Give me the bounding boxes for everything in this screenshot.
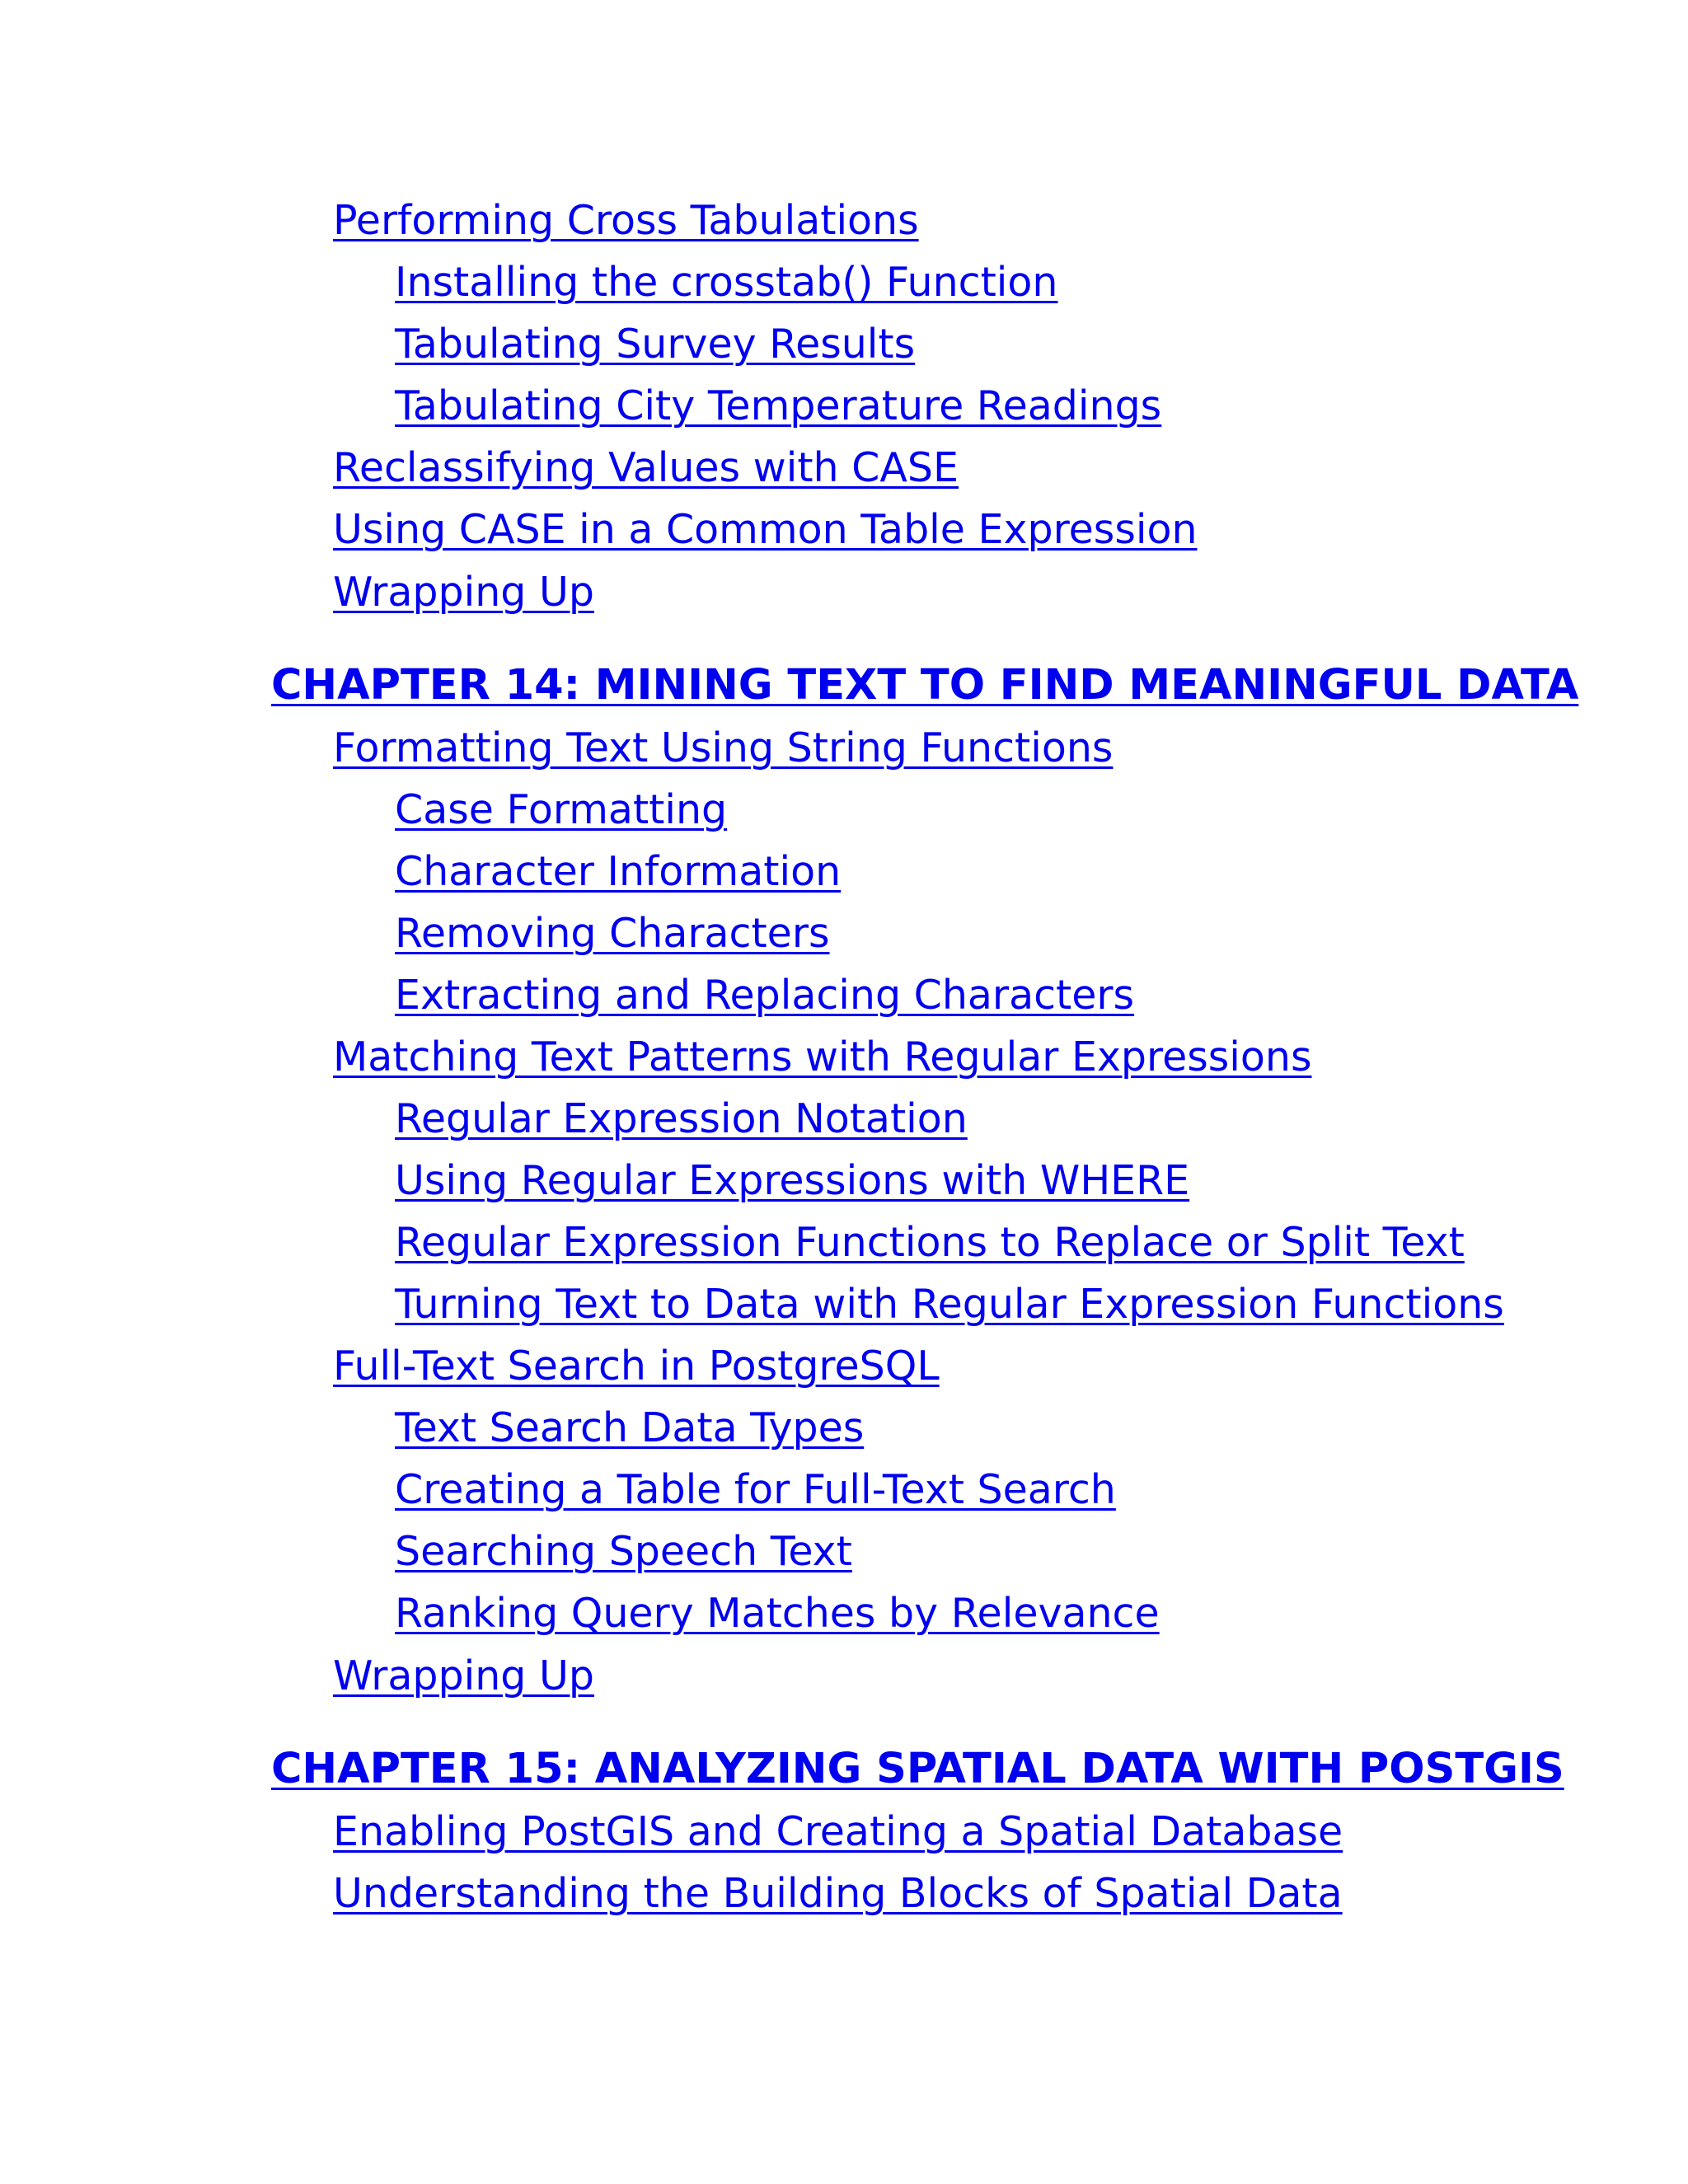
toc-link-removing-characters[interactable]: Removing Characters [395,910,830,957]
toc-link-wrapping-up[interactable]: Wrapping Up [333,569,594,616]
toc-link-wrapping-up-ch14[interactable]: Wrapping Up [333,1652,594,1699]
toc-link-tabulating-survey-results[interactable]: Tabulating Survey Results [395,321,916,368]
toc-link-searching-speech-text[interactable]: Searching Speech Text [395,1528,852,1575]
toc-link-enabling-postgis[interactable]: Enabling PostGIS and Creating a Spatial Database [333,1808,1343,1855]
toc-link-using-case-in-cte[interactable]: Using CASE in a Common Table Expression [333,506,1198,553]
toc-link-matching-text-patterns[interactable]: Matching Text Patterns with Regular Expressions [333,1033,1312,1080]
toc-link-case-formatting[interactable]: Case Formatting [395,786,728,833]
toc-link-formatting-text-using-string-functions[interactable]: Formatting Text Using String Functions [333,724,1114,771]
toc-link-regex-functions-replace-split[interactable]: Regular Expression Functions to Replace or Split Text [395,1219,1465,1266]
toc-link-text-search-data-types[interactable]: Text Search Data Types [395,1404,865,1451]
toc-link-character-information[interactable]: Character Information [395,848,842,895]
toc-link-full-text-search[interactable]: Full-Text Search in PostgreSQL [333,1343,940,1390]
toc-chapter-14-link[interactable]: CHAPTER 14: MINING TEXT TO FIND MEANINGFUL DATA [271,661,1579,710]
toc-link-installing-crosstab-function[interactable]: Installing the crosstab() Function [395,259,1058,306]
toc-link-creating-table-full-text-search[interactable]: Creating a Table for Full-Text Search [395,1466,1116,1513]
toc-link-ranking-query-matches[interactable]: Ranking Query Matches by Relevance [395,1590,1160,1637]
toc-link-using-regex-with-where[interactable]: Using Regular Expressions with WHERE [395,1157,1190,1204]
toc-link-performing-cross-tabulations[interactable]: Performing Cross Tabulations [333,197,919,244]
toc-link-reclassifying-values-with-case[interactable]: Reclassifying Values with CASE [333,444,959,491]
toc-link-turning-text-to-data[interactable]: Turning Text to Data with Regular Expression Functions [395,1281,1504,1328]
toc-link-building-blocks-spatial-data[interactable]: Understanding the Building Blocks of Spatial Data [333,1870,1343,1917]
toc-chapter-15-link[interactable]: CHAPTER 15: ANALYZING SPATIAL DATA WITH POSTGIS [271,1745,1564,1793]
toc-link-tabulating-city-temperature-readings[interactable]: Tabulating City Temperature Readings [395,382,1162,429]
toc-link-extracting-and-replacing-characters[interactable]: Extracting and Replacing Characters [395,972,1135,1019]
toc-link-regular-expression-notation[interactable]: Regular Expression Notation [395,1095,968,1142]
